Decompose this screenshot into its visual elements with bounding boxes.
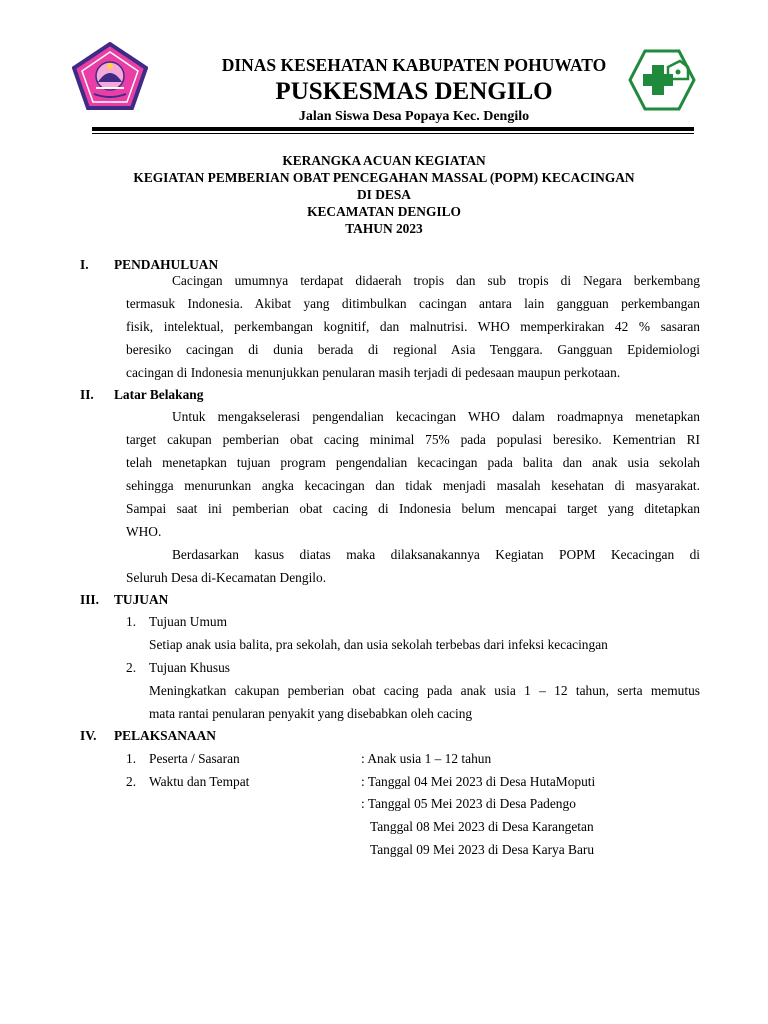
implementation-row-value: Tanggal 08 Mei 2023 di Desa Karangetan	[370, 819, 594, 834]
section-2-number: II.	[80, 387, 94, 402]
section-1-line: fisik, intelektual, perkembangan kognitif, dan malnutrisi. WHO memperkirakan 42 % sasaran	[126, 319, 700, 334]
doc-title-line-4: KECAMATAN DENGILO	[307, 204, 461, 219]
address: Jalan Siswa Desa Popaya Kec. Dengilo	[298, 109, 530, 124]
section-1-line: Cacingan umumnya terdapat didaerah tropis dan sub tropis di Negara berkembang	[172, 273, 700, 288]
goal-item-text: mata rantai penularan penyakit yang disebabkan oleh cacing	[149, 706, 473, 721]
implementation-row-number: 2.	[126, 774, 137, 789]
section-2-line: Seluruh Desa di-Kecamatan Dengilo.	[126, 570, 327, 585]
section-2-line: sehingga menurunkan angka kecacingan dan tidak menjadi masalah kesehatan di masyarakat.	[126, 478, 700, 493]
implementation-row-number: 1.	[126, 751, 137, 766]
section-3-heading: TUJUAN	[114, 592, 169, 607]
implementation-row-label: Waktu dan Tempat	[149, 774, 250, 789]
section-2-line: Berdasarkan kasus diatas maka dilaksanakannya Kegiatan POPM Kecacingan di	[172, 547, 700, 562]
goal-item-number: 1.	[126, 614, 137, 629]
goal-item-number: 2.	[126, 660, 137, 675]
doc-title-line-2: KEGIATAN PEMBERIAN OBAT PENCEGAHAN MASSAL (POPM) KECACINGAN	[133, 170, 635, 185]
goal-item-text: Meningkatkan cakupan pemberian obat cacing pada anak usia 1 – 12 tahun, serta memutus	[149, 683, 700, 698]
goal-item-label: Tujuan Umum	[149, 614, 228, 629]
goal-item-label: Tujuan Khusus	[149, 660, 230, 675]
section-2-line: Untuk mengakselerasi pengendalian kecacingan WHO dalam roadmapnya menetapkan	[172, 409, 700, 424]
section-1-heading: PENDAHULUAN	[114, 257, 219, 272]
section-4-heading: PELAKSANAAN	[114, 728, 216, 743]
section-2-line: WHO.	[126, 524, 162, 539]
letterhead-divider-thin	[92, 133, 694, 134]
letterhead-divider-thick	[92, 127, 694, 131]
doc-title-line-5: TAHUN 2023	[345, 221, 423, 236]
section-2-line: Sampai saat ini pemberian obat cacing di Indonesia belum mencapai target yang ditetapkan	[126, 501, 700, 516]
letterhead	[0, 0, 768, 140]
section-1-line: termasuk Indonesia. Akibat yang ditimbulkan cacingan antara lain gangguan perkembangan	[126, 296, 700, 311]
section-3-number: III.	[80, 592, 99, 607]
implementation-row-label: Peserta / Sasaran	[149, 751, 240, 766]
doc-title-line-1: KERANGKA ACUAN KEGIATAN	[282, 153, 486, 168]
section-2-line: telah menetapkan tujuan program pengendalian kecacingan pada balita dan anak usia sekolah	[126, 455, 700, 470]
implementation-row-value: : Anak usia 1 – 12 tahun	[361, 751, 492, 766]
puskesmas-name: PUSKESMAS DENGILO	[275, 78, 553, 105]
doc-title-line-3: DI DESA	[357, 187, 411, 202]
section-1-line: cacingan di Indonesia menunjukkan penularan masih terjadi di pedesaan maupun perkotaan.	[126, 365, 621, 380]
goal-item-text: Setiap anak usia balita, pra sekolah, dan usia sekolah terbebas dari infeksi kecacingan	[149, 637, 608, 652]
implementation-row-value: : Tanggal 04 Mei 2023 di Desa HutaMoputi	[361, 774, 596, 789]
implementation-row-value: Tanggal 09 Mei 2023 di Desa Karya Baru	[370, 842, 595, 857]
section-4-number: IV.	[80, 728, 97, 743]
puskesmas-cross-icon	[628, 49, 696, 111]
section-2-heading: Latar Belakang	[114, 387, 204, 402]
agency-name: DINAS KESEHATAN KABUPATEN POHUWATO	[221, 55, 607, 75]
section-2-line: target cakupan pemberian obat cacing minimal 75% pada populasi beresiko. Kementrian RI	[126, 432, 700, 447]
section-1-line: beresiko cacingan di dunia berada di regional Asia Tenggara. Gangguan Epidemiologi	[126, 342, 700, 357]
section-1-number: I.	[80, 257, 89, 272]
implementation-row-value: : Tanggal 05 Mei 2023 di Desa Padengo	[361, 796, 576, 811]
